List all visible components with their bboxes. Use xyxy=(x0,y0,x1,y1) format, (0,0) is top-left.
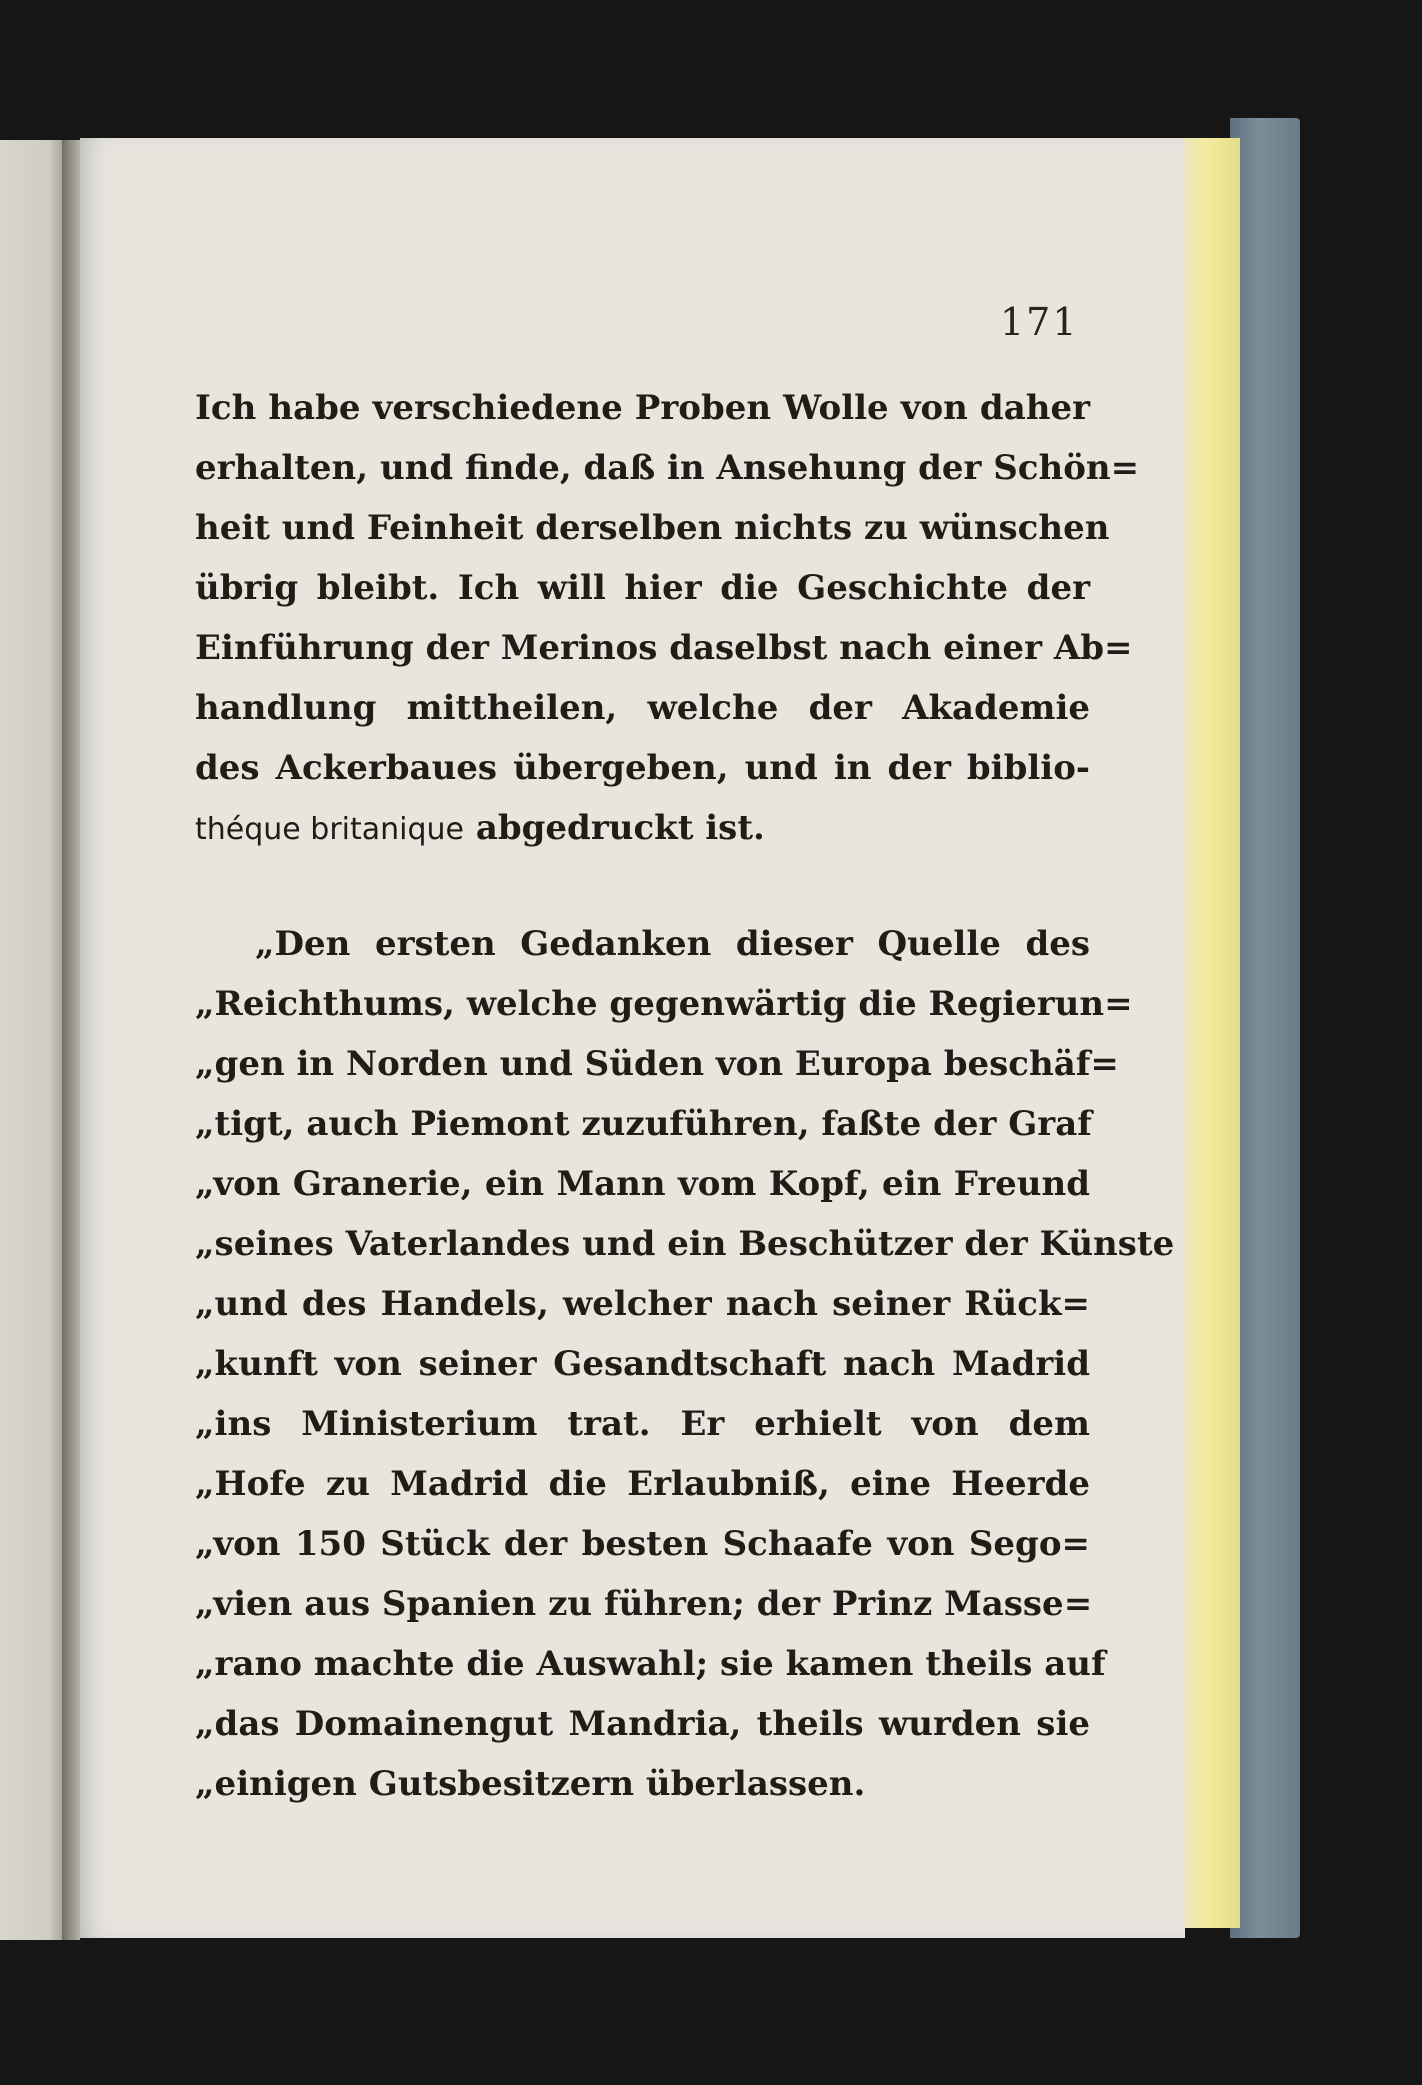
book-gutter xyxy=(62,140,80,1940)
text-line: „rano machte die Auswahl; sie kamen theils auf xyxy=(195,1644,1106,1684)
text-line: „ins Ministerium trat. Er erhielt von dem xyxy=(195,1404,1090,1444)
previous-page xyxy=(0,140,62,1940)
text-line: „das Domainengut Mandria, theils wurden sie xyxy=(195,1704,1090,1744)
text-line: „Reichthums, welche gegenwärtig die Regierun= xyxy=(195,984,1133,1024)
text-line-rest: abgedruckt ist. xyxy=(464,808,765,848)
text-line: „von Granerie, ein Mann vom Kopf, ein Freund xyxy=(195,1164,1090,1204)
text-line: „und des Handels, welcher nach seiner Rück= xyxy=(195,1284,1090,1324)
text-line: Ich habe verschiedene Proben Wolle von daher xyxy=(195,388,1090,428)
antiqua-title: théque britanique xyxy=(195,812,465,847)
text-line: heit und Feinheit derselben nichts zu wünschen xyxy=(195,508,1110,548)
text-line: übrig bleibt. Ich will hier die Geschichte der xyxy=(195,568,1090,608)
text-line: „seines Vaterlandes und ein Beschützer der Künste xyxy=(195,1224,1175,1264)
text-line: „tigt, auch Piemont zuzuführen, faßte der Graf xyxy=(195,1104,1092,1144)
paragraph-gap xyxy=(195,858,1090,914)
text-line xyxy=(195,798,1090,858)
text-line: Einführung der Merinos daselbst nach einer Ab= xyxy=(195,628,1133,668)
text-line: „gen in Norden und Süden von Europa beschäf= xyxy=(195,1044,1119,1084)
page-edges xyxy=(1180,138,1240,1928)
text-line: „von 150 Stück der besten Schaafe von Sego= xyxy=(195,1524,1090,1564)
page-number: 171 xyxy=(1000,300,1079,344)
page-text xyxy=(195,378,1175,1814)
book-cover xyxy=(1230,118,1300,1938)
text-line: „Den ersten Gedanken dieser Quelle des xyxy=(255,924,1090,964)
text-line: „kunft von seiner Gesandtschaft nach Madrid xyxy=(195,1344,1090,1384)
text-line: „einigen Gutsbesitzern überlassen. xyxy=(195,1764,866,1804)
paragraph-1 xyxy=(195,378,1140,858)
text-line: erhalten, und finde, daß in Ansehung der Schön= xyxy=(195,448,1140,488)
text-line: „Hofe zu Madrid die Erlaubniß, eine Heerde xyxy=(195,1464,1090,1504)
text-line: handlung mittheilen, welche der Akademie xyxy=(195,688,1090,728)
text-line: „vien aus Spanien zu führen; der Prinz Masse= xyxy=(195,1584,1093,1624)
book-page xyxy=(80,138,1185,1938)
paragraph-2 xyxy=(195,914,1175,1814)
text-line: des Ackerbaues übergeben, und in der biblio- xyxy=(195,748,1090,788)
